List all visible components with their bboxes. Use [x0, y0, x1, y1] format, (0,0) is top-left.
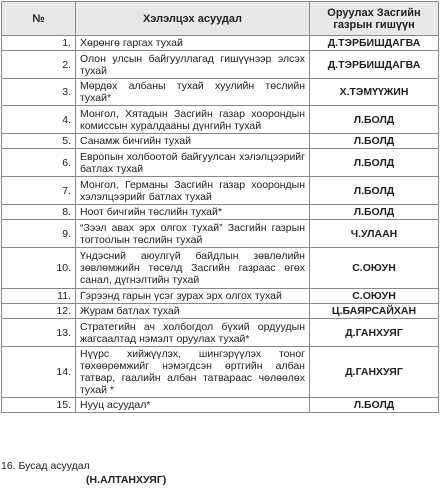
row-presenter: Л.БОЛД [310, 106, 439, 134]
header-number: № [2, 2, 76, 36]
row-presenter: С.ОЮУН [310, 248, 439, 289]
row-presenter: С.ОЮУН [310, 289, 439, 304]
row-number: 12. [2, 304, 76, 319]
row-presenter: Л.БОЛД [310, 134, 439, 149]
table-row [2, 248, 439, 289]
table-row [2, 319, 439, 347]
row-presenter: Х.ТЭМҮҮЖИН [310, 79, 439, 106]
row-presenter: Л.БОЛД [310, 149, 439, 177]
other-issues-item: 16. Бусад асуудал [1, 460, 90, 472]
row-topic: Хөрөнгө гаргах тухай [76, 36, 310, 51]
row-topic: Стратегийн ач холбогдол бүхий ордуудын жагсаалтад нэмэлт оруулах тухай* [76, 319, 310, 347]
row-number: 13. [2, 319, 76, 347]
table-row [2, 51, 439, 79]
row-number: 14. [2, 347, 76, 398]
table-row [2, 220, 439, 248]
table-row [2, 398, 439, 413]
row-topic: Нууц асуудал* [76, 398, 310, 413]
header-presenter: Оруулах Засгийн газрын гишүүн [310, 2, 439, 36]
row-number: 7. [2, 177, 76, 205]
row-topic: Журам батлах тухай [76, 304, 310, 319]
row-topic: Гэрээнд гарын үсэг зурах эрх олгох тухай [76, 289, 310, 304]
row-number: 10. [2, 248, 76, 289]
table-row [2, 177, 439, 205]
row-number: 15. [2, 398, 76, 413]
table-row [2, 347, 439, 398]
row-number: 5. [2, 134, 76, 149]
row-presenter: Л.БОЛД [310, 205, 439, 220]
row-number: 1. [2, 36, 76, 51]
row-presenter: Ч.УЛААН [310, 220, 439, 248]
header-topic: Хэлэлцэх асуудал [76, 2, 310, 36]
row-presenter: Л.БОЛД [310, 398, 439, 413]
row-presenter: Ц.БАЯРСАЙХАН [310, 304, 439, 319]
row-number: 3. [2, 79, 76, 106]
row-number: 11. [2, 289, 76, 304]
table-row [2, 205, 439, 220]
row-presenter: Д.ГАНХУЯГ [310, 347, 439, 398]
table-row [2, 134, 439, 149]
row-topic: Монгол, Хятадын Засгийн газар хоорондын комиссын хуралдааны дүнгийн тухай [76, 106, 310, 134]
table-row [2, 289, 439, 304]
row-topic: Европын холбоотой байгуулсан хэлэлцээрийг батлах тухай [76, 149, 310, 177]
other-issues-presenter: (Н.АЛТАНХУЯГ) [86, 474, 167, 486]
row-topic: Монгол, Германы Засгийн газар хоорондын хэлэлцээрийг батлах тухай [76, 177, 310, 205]
agenda-table [1, 1, 439, 413]
row-number: 8. [2, 205, 76, 220]
row-presenter: Д.ТЭРБИШДАГВА [310, 36, 439, 51]
row-topic: “Зээл авах эрх олгох тухай” Засгийн газрын тогтоолын төслийн тухай [76, 220, 310, 248]
row-number: 2. [2, 51, 76, 79]
row-topic: Мөрдөх албаны тухай хуулийн төслийн тухай* [76, 79, 310, 106]
row-topic: Үндэсний аюулгүй байдлын зөвлөлийн зөвлөмжийн төсөлд Засгийн газраас өгөх санал, дүгнэлтийн тухай [76, 248, 310, 289]
row-topic: Нүүрс хийжүүлэх, шингэрүүлэх тоног төхөөрөмжийг нэмэгдсэн өртгийн албан татвар, гаалийн албан татвараас чөлөөлөх тухай * [76, 347, 310, 398]
row-presenter: Д.ГАНХУЯГ [310, 319, 439, 347]
row-presenter: Л.БОЛД [310, 177, 439, 205]
table-row [2, 149, 439, 177]
row-topic: Санамж бичгийн тухай [76, 134, 310, 149]
row-topic: Олон улсын байгууллагад гишүүнээр элсэх тухай [76, 51, 310, 79]
table-row [2, 79, 439, 106]
row-number: 9. [2, 220, 76, 248]
table-row [2, 106, 439, 134]
row-number: 4. [2, 106, 76, 134]
table-header-row [2, 2, 439, 36]
table-row [2, 36, 439, 51]
row-number: 6. [2, 149, 76, 177]
table-row [2, 304, 439, 319]
row-topic: Ноот бичгийн төслийн тухай* [76, 205, 310, 220]
row-presenter: Д.ТЭРБИШДАГВА [310, 51, 439, 79]
